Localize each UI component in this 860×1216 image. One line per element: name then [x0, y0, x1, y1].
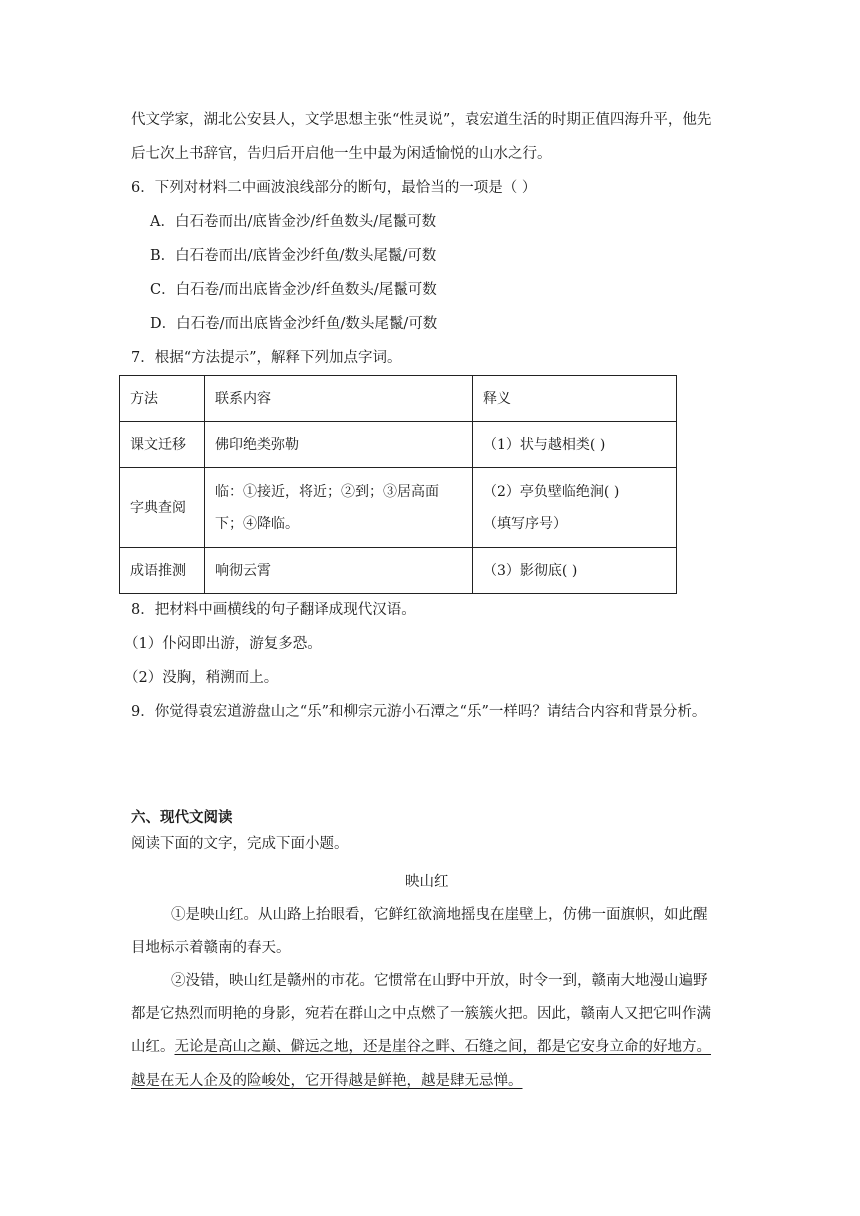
question-6-option-c: C．白石卷/而出底皆金沙/纤鱼数头/尾鬣可数 — [150, 282, 437, 298]
table-cell-method: 字典查阅 — [120, 468, 205, 548]
table-header-content: 联系内容 — [205, 376, 473, 422]
method-table — [119, 375, 677, 594]
passage-paragraph-1-line-2: 目地标示着赣南的春天。 — [131, 940, 291, 956]
table-header-row — [120, 376, 677, 422]
question-9-stem: 9．你觉得袁宏道游盘山之“乐”和柳宗元游小石潭之“乐”一样吗？请结合内容和背景分析。 — [131, 704, 707, 720]
table-row — [120, 548, 677, 594]
passage-paragraph-1-line-1: ①是映山红。从山路上抬眼看，它鲜红欲滴地摇曳在崖壁上，仿佛一面旗帜，如此醒 — [171, 907, 708, 923]
table-row — [120, 468, 677, 548]
passage-paragraph-2-line-3 — [131, 1037, 711, 1057]
table-cell-method: 课文迁移 — [120, 422, 205, 468]
question-8-item-1: （1）仆闷即出游，游复多恐。 — [124, 636, 322, 652]
table-cell-content-line-1: 临：①接近，将近；②到；③居高面 — [215, 483, 439, 500]
table-cell-content-line-2: 下；④降临。 — [215, 515, 299, 532]
question-6-option-a: A．白石卷而出/底皆金沙/纤鱼数头/尾鬣可数 — [150, 214, 437, 230]
question-8-stem: 8．把材料中画横线的句子翻译成现代汉语。 — [131, 602, 416, 618]
passage-paragraph-2-line-2: 都是它热烈而明艳的身影，宛若在群山之中点燃了一簇簇火把。因此，赣南人又把它叫作满 — [131, 1006, 711, 1022]
table-cell-meaning: （1）状与越相类( ) — [473, 422, 677, 468]
question-6-option-d: D．白石卷/而出底皆金沙纤鱼/数头尾鬣/可数 — [150, 316, 438, 332]
passage-title: 映山红 — [405, 874, 449, 890]
section-6-heading: 六、现代文阅读 — [131, 810, 233, 826]
question-7-stem: 7．根据“方法提示”，解释下列加点字词。 — [131, 350, 402, 366]
table-cell-content: 佛印绝类弥勒 — [205, 422, 473, 468]
underlined-sentence: 无论是高山之巅、僻远之地，还是崖谷之畔、石缝之间，都是它安身立命的好地方。 — [174, 1039, 711, 1055]
passage-text: 山红。 — [131, 1039, 175, 1055]
table-cell-content: 响彻云霄 — [205, 548, 473, 594]
table-cell-meaning: （3）影彻底( ) — [473, 548, 677, 594]
passage-paragraph-2-line-1: ②没错，映山红是赣州的市花。它惯常在山野中开放，时令一到，赣南大地漫山遍野 — [171, 973, 708, 989]
question-6-stem: 6．下列对材料二中画波浪线部分的断句，最恰当的一项是（ ） — [131, 180, 537, 196]
section-6-instruction: 阅读下面的文字，完成下面小题。 — [131, 836, 349, 852]
table-cell-meaning — [473, 468, 677, 548]
table-header-method: 方法 — [120, 376, 205, 422]
table-cell-meaning-line-1: （2）亭负壁临绝涧( ) — [483, 483, 620, 500]
question-8-item-2: （2）没胸，稍溯而上。 — [124, 670, 279, 686]
question-6-option-b: B．白石卷而出/底皆金沙纤鱼/数头尾鬣/可数 — [150, 248, 437, 264]
intro-line-2: 后七次上书辞官，告归后开启他一生中最为闲适愉悦的山水之行。 — [131, 146, 552, 162]
table-row — [120, 422, 677, 468]
table-cell-meaning-line-2: （填写序号） — [483, 515, 567, 532]
intro-line-1: 代文学家，湖北公安县人，文学思想主张“性灵说”，袁宏道生活的时期正值四海升平，他先 — [131, 112, 712, 128]
underlined-sentence-continued: 越是在无人企及的险峻处，它开得越是鲜艳，越是肆无忌惮。 — [131, 1073, 523, 1089]
table-header-meaning: 释义 — [473, 376, 677, 422]
table-cell-method: 成语推测 — [120, 548, 205, 594]
table-cell-content — [205, 468, 473, 548]
